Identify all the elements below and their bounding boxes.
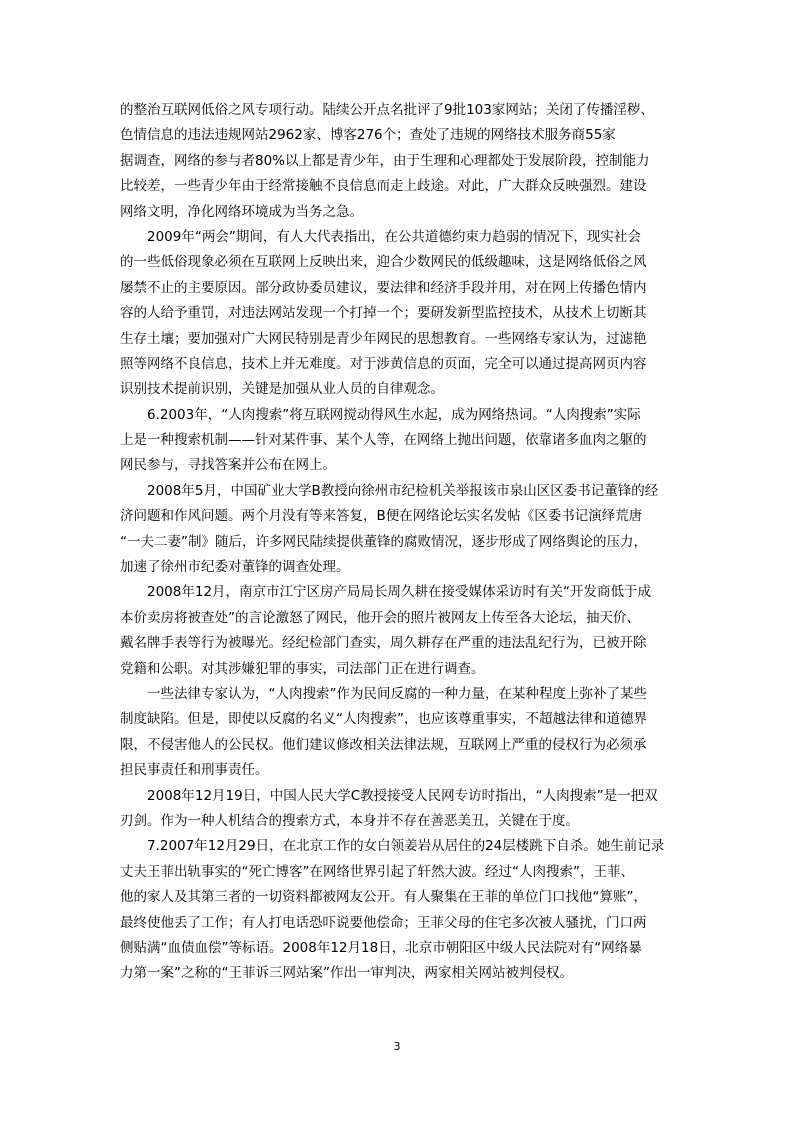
text-line: 本价卖房将被查处”的言论激怒了网民，他开会的照片被网友上传至各大论坛，抽天价、: [120, 609, 640, 626]
text-line: 党籍和公职。对其涉嫌犯罪的事实，司法部门正在进行调查。: [120, 660, 485, 677]
text-line: 屡禁不止的主要原因。部分政协委员建议，要法律和经济手段并用，对在网上传播色情内: [120, 279, 647, 296]
text-line: 担民事责任和刑事责任。: [120, 762, 269, 779]
text-line: 的整治互联网低俗之风专项行动。陆续公开点名批评了9批103家网站；关闭了传播淫秽、: [120, 102, 654, 118]
text-line: 力第一案”之称的“王菲诉三网站案”作出一审判决，两家相关网站被判侵权。: [120, 965, 573, 982]
document-body: [120, 98, 680, 987]
text-line: 戴名牌手表等行为被曝光。经纪检部门查实，周久耕存在严重的违法乱纪行为，已被开除: [120, 635, 647, 652]
text-line: “一夫二妻”制》随后，许多网民陆续提供董锋的腐败情况，逐步形成了网络舆论的压力，: [120, 533, 647, 550]
text-line: 刃剑。作为一种人机结合的搜索方式，本身并不存在善恶美丑，关键在于度。: [120, 812, 579, 829]
text-line: 照等网络不良信息，技术上并无难度。对于涉黄信息的页面，完全可以通过提高网页内容: [120, 355, 647, 372]
text-line: 侧贴满“血债血偿”等标语。2008年12月18日，北京市朝阳区中级人民法院对有“网络暴: [120, 939, 642, 956]
text-line: 生存土壤；要加强对广大网民特别是青少年网民的思想教育。一些网络专家认为，过滤艳: [120, 330, 647, 347]
text-line: 2008年12月19日，中国人民大学C教授接受人民网专访时指出，“人肉搜索”是一把双: [147, 787, 658, 804]
text-line: 网民参与，寻找答案并公布在网上。: [120, 457, 336, 474]
text-line: 制度缺陷。但是，即使以反腐的名义“人肉搜索”，也应该尊重事实，不超越法律和道德界: [120, 711, 647, 728]
text-line: 的一些低俗现象必须在互联网上反映出来，迎合少数网民的低级趣味，这是网络低俗之风: [120, 254, 647, 271]
text-line: 济问题和作风问题。两个月没有等来答复，B便在网络论坛实名发帖《区委书记演绎荒唐: [120, 508, 643, 525]
text-line: 7.2007年12月29日，在北京工作的女白领姜岩从居住的24层楼跳下自杀。她生前记录: [147, 838, 665, 855]
text-line: 据调查，网络的参与者80%以上都是青少年，由于生理和心理都处于发展阶段，控制能力: [120, 152, 650, 169]
text-line: 容的人给予重罚，对违法网站发现一个打掉一个；要研发新型监控技术，从技术上切断其: [120, 305, 647, 322]
text-line: 色情信息的违法违规网站2962家、博客276个；查处了违规的网络技术服务商55家: [120, 127, 616, 144]
text-line: 2009年“两会”期间，有人大代表指出，在公共道德约束力趋弱的情况下，现实社会: [147, 228, 641, 245]
text-line: 加速了徐州市纪委对董锋的调查处理。: [120, 559, 350, 576]
text-line: 网络文明，净化网络环境成为当务之急。: [120, 203, 363, 220]
text-line: 最终使他丢了工作；有人打电话恐吓说要他偿命；王菲父母的住宅多次被人骚扰，门口两: [120, 914, 647, 931]
text-line: 比较差，一些青少年由于经常接触不良信息而走上歧途。对此，广大群众反映强烈。建设: [120, 178, 647, 195]
text-line: 丈夫王菲出轨事实的“死亡博客”在网络世界引起了轩然大波。经过“人肉搜索”，王菲、: [120, 863, 634, 880]
text-line: 2008年12月，南京市江宁区房产局局长周久耕在接受媒体采访时有关“开发商低于成: [147, 584, 652, 601]
text-line: 他的家人及其第三者的一切资料都被网友公开。有人聚集在王菲的单位门口找他“算账”，: [120, 889, 647, 906]
text-line: 6.2003年，“人肉搜索”将互联网搅动得风生水起，成为网络热词。“人肉搜索”实际: [147, 406, 641, 423]
text-line: 上是一种搜索机制——针对某件事、某个人等，在网络上抛出问题，依靠诸多血肉之躯的: [120, 432, 647, 449]
text-line: 2008年5月，中国矿业大学B教授向徐州市纪检机关举报该市泉山区区委书记董锋的经: [147, 482, 659, 499]
text-line: 识别技术提前识别，关键是加强从业人员的自律观念。: [120, 381, 444, 398]
text-line: 限，不侵害他人的公民权。他们建议修改相关法律法规，互联网上严重的侵权行为必须承: [120, 736, 647, 753]
text-line: 一些法律专家认为，“人肉搜索”作为民间反腐的一种力量，在某种程度上弥补了某些: [147, 685, 647, 702]
page-number: 3: [393, 1040, 401, 1053]
